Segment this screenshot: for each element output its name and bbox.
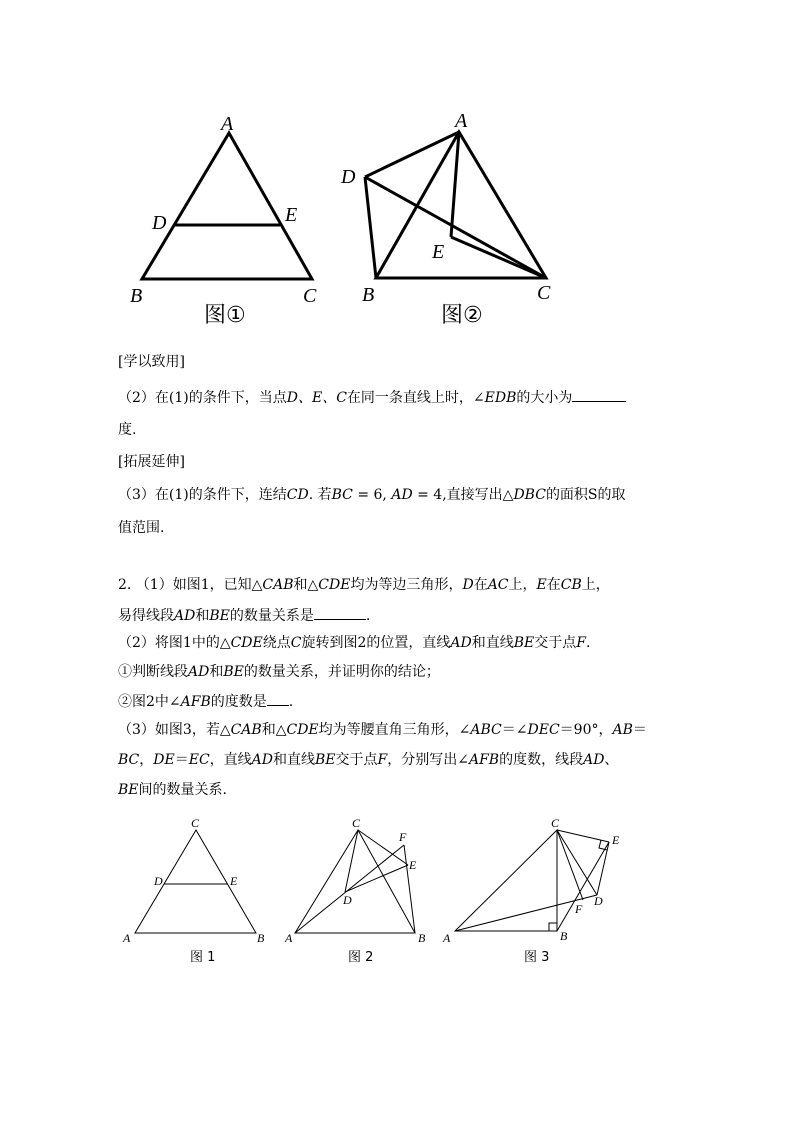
bfig2-label-D: D <box>343 893 352 907</box>
bfig3-label-B: B <box>560 929 568 943</box>
bfig2-label-A: A <box>285 931 293 945</box>
fig2-label-C: C <box>537 282 551 304</box>
question-2-line-2: 度. <box>118 422 137 438</box>
bfig2-label-F: F <box>399 830 407 844</box>
problem-2-line-4: ①判断线段AD和BE的数量关系，并证明你的结论； <box>118 664 440 680</box>
fig1-label-C: C <box>303 285 317 307</box>
problem-2-line-2: 易得线段AD和BE的数量关系是 . <box>118 605 370 626</box>
fig1-label-E: E <box>285 204 298 226</box>
top-figures <box>0 0 794 340</box>
bfig2-label-C: C <box>352 816 361 830</box>
bfig3-caption: 图 3 <box>524 950 550 965</box>
bfig3-label-F: F <box>575 902 583 916</box>
problem-2-line-5: ②图2中∠AFB的度数是 . <box>118 691 293 712</box>
problem-2-line-7: BC，DE＝EC，直线AD和直线BE交于点F，分别写出∠AFB的度数，线段AD、 <box>118 752 619 768</box>
problem-2-line-1: 2. （1）如图1，已知△CAB和△CDE均为等边三角形，D在AC上，E在CB上， <box>118 577 610 593</box>
bfig2-caption: 图 2 <box>348 950 374 965</box>
bfig2-label-E: E <box>409 858 417 872</box>
answer-blank[interactable] <box>572 387 626 402</box>
fig2-label-D: D <box>341 166 356 188</box>
problem-2-line-6: （3）如图3，若△CAB和△CDE均为等腰直角三角形，∠ABC＝∠DEC＝90°，AB＝ <box>118 722 647 738</box>
fig1-label-A: A <box>221 113 234 135</box>
fig2-caption: 图② <box>441 303 483 328</box>
bfig3-label-A: A <box>443 931 451 945</box>
bfig1-label-C: C <box>191 816 200 830</box>
bottom-figure-2 <box>295 830 415 933</box>
bottom-figure-3 <box>455 830 609 931</box>
fig1-label-B: B <box>130 285 143 307</box>
bfig3-label-E: E <box>612 833 620 847</box>
section-heading-extend: [拓展延伸] <box>118 454 185 470</box>
figure-2-triangles <box>365 132 546 278</box>
bfig3-label-C: C <box>551 816 560 830</box>
fig1-caption: 图① <box>204 303 246 328</box>
bfig1-label-B: B <box>257 931 265 945</box>
fig2-label-A: A <box>455 110 468 132</box>
fig1-label-D: D <box>152 212 167 234</box>
bfig2-label-B: B <box>418 931 426 945</box>
bfig3-label-D: D <box>594 894 603 908</box>
bfig1-label-A: A <box>123 931 131 945</box>
section-heading-apply: [学以致用] <box>118 354 185 370</box>
question-3-line-2: 值范围. <box>118 520 165 536</box>
answer-blank[interactable] <box>314 605 366 620</box>
question-2-line-1: （2）在(1)的条件下，当点D、E、C在同一条直线上时，∠EDB的大小为 <box>118 387 626 408</box>
bfig1-caption: 图 1 <box>190 950 216 965</box>
bottom-figures <box>0 800 794 980</box>
bfig1-label-D: D <box>154 874 163 888</box>
problem-2-line-3: （2）将图1中的△CDE绕点C旋转到图2的位置，直线AD和直线BE交于点F. <box>118 635 591 651</box>
fig2-label-E: E <box>432 241 445 263</box>
bfig1-label-E: E <box>230 874 238 888</box>
problem-2-line-8: BE间的数量关系. <box>118 782 227 798</box>
question-3-line-1: （3）在(1)的条件下，连结CD. 若BC = 6, AD = 4,直接写出△DBC的面积S的取 <box>118 487 626 503</box>
fig2-label-B: B <box>362 284 375 306</box>
answer-blank[interactable] <box>267 691 289 706</box>
